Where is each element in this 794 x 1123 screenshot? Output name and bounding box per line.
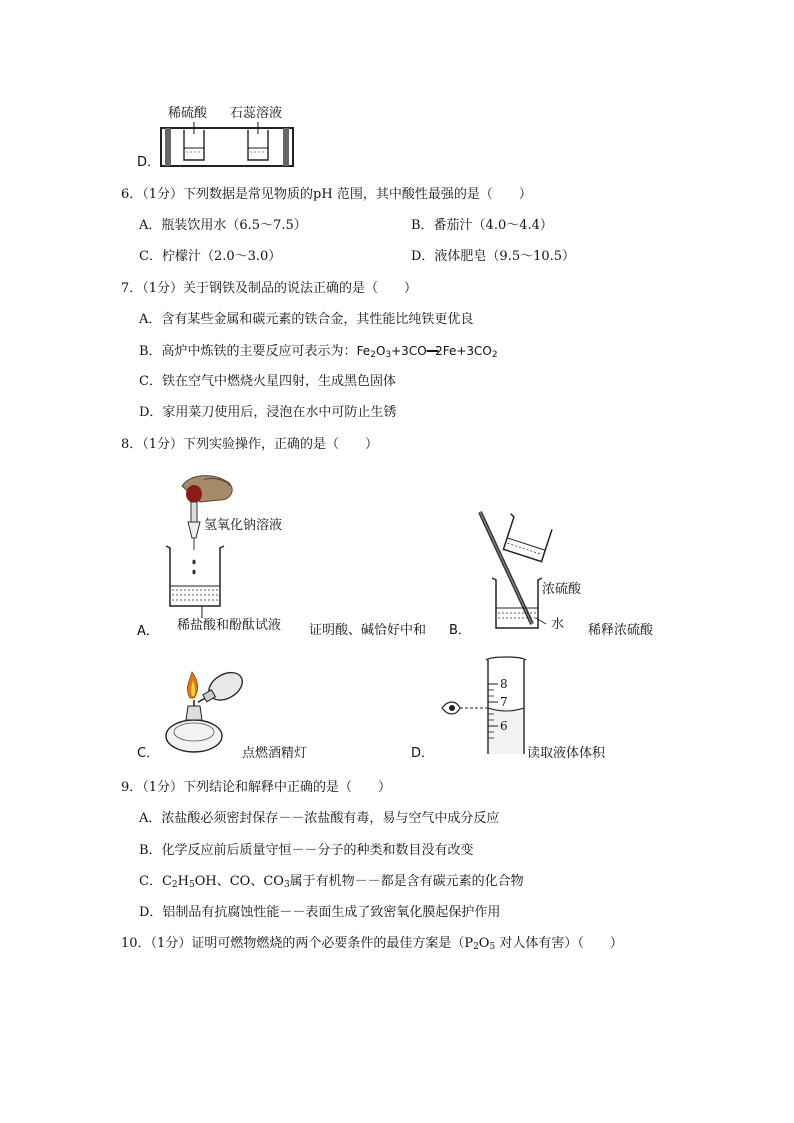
q6-option-b[interactable]: B．番茄汁（4.0～4.4） <box>411 218 553 233</box>
q9-c-sub2: 5 <box>188 880 195 890</box>
q7-b-prefix: B．高炉中炼铁的主要反应可表示为： <box>139 344 357 359</box>
q9-c-h: H <box>177 874 189 889</box>
q7-b-product: 2Fe+3CO <box>435 344 492 358</box>
q8-option-a-letter[interactable]: A． <box>137 624 159 639</box>
q9-option-b[interactable]: B．化学反应前后质量守恒－－分子的种类和数目没有改变 <box>139 843 474 858</box>
q8-d-caption: 读取液体体积 <box>527 746 606 761</box>
q10-stem-mid: O <box>478 936 490 951</box>
q9-stem: 9．（1分）下列结论和解释中正确的是（ ） <box>121 780 392 795</box>
q8-d-tick-6: 6 <box>500 719 508 733</box>
q10-sub2: 5 <box>489 942 496 952</box>
q7-option-c[interactable]: C．铁在空气中燃烧火星四射，生成黑色固体 <box>139 374 396 389</box>
q6-option-c[interactable]: C．柠檬汁（2.0～3.0） <box>139 249 282 264</box>
q8-a-dropper-beaker-figure <box>160 472 240 632</box>
q9-c-sub1: 2 <box>171 880 178 890</box>
q8-b-water-label: 水 <box>551 617 565 632</box>
q8-option-b-letter[interactable]: B． <box>449 623 471 638</box>
q8-d-cylinder-figure <box>440 656 530 756</box>
q9-c-oh: OH、CO、CO <box>194 874 284 889</box>
q7-option-d[interactable]: D．家用菜刀使用后，浸泡在水中可防止生锈 <box>139 405 397 420</box>
q10-sub1: 2 <box>473 942 479 952</box>
q8-a-caption: 证明酸、碱恰好中和 <box>309 623 427 638</box>
q8-a-beaker-label: 稀盐酸和酚酞试液 <box>177 618 282 633</box>
q7-option-a[interactable]: A．含有某些金属和碳元素的铁合金，其性能比纯铁更优良 <box>139 312 474 327</box>
q7-stem: 7．（1分）关于钢铁及制品的说法正确的是（ ） <box>121 281 418 296</box>
q7-b-o: O <box>375 344 386 358</box>
q7-b-sub2: 3 <box>385 350 392 360</box>
q8-d-tick-7: 7 <box>500 695 508 709</box>
q10-stem <box>121 935 623 953</box>
q8-option-c-letter[interactable]: C． <box>137 746 160 761</box>
q8-stem: 8．（1分）下列实验操作，正确的是（ ） <box>121 437 379 452</box>
q10-stem-suffix: 对人体有害）（ ） <box>495 936 623 951</box>
q7-option-b[interactable] <box>139 342 498 361</box>
q10-stem-prefix: 10．（1分）证明可燃物燃烧的两个必要条件的最佳方案是（P <box>121 936 474 951</box>
q8-d-tick-8: 8 <box>500 677 508 691</box>
q7-b-equals: ━━ <box>426 344 436 358</box>
q9-option-a[interactable]: A．浓盐酸必须密封保存－－浓盐酸有毒，易与空气中成分反应 <box>139 811 500 826</box>
q6-option-d[interactable]: D．液体肥皂（9.5～10.5） <box>411 249 576 264</box>
q5-spot-plate-figure <box>160 120 295 168</box>
q9-option-d[interactable]: D．铝制品有抗腐蚀性能－－表面生成了致密氧化膜起保护作用 <box>139 905 501 920</box>
q7-b-fe: Fe <box>356 344 371 358</box>
q9-c-c2: C．C <box>139 874 172 889</box>
q9-c-rest: 属于有机物－－都是含有碳元素的化合物 <box>289 874 524 889</box>
q7-b-sub1: 2 <box>370 350 376 360</box>
q5-acid-label: 稀硫酸 <box>168 106 208 121</box>
q6-stem: 6．（1分）下列数据是常见物质的pH 范围，其中酸性最强的是（ ） <box>121 187 532 202</box>
q8-c-alcohol-lamp-figure <box>160 670 250 760</box>
q5-litmus-label: 石蕊溶液 <box>230 106 283 121</box>
q8-option-d-letter[interactable]: D． <box>411 746 435 761</box>
q8-b-acid-label: 浓硫酸 <box>542 582 582 597</box>
q7-b-rest: +3CO <box>391 344 427 358</box>
q6-option-a[interactable]: A．瓶装饮用水（6.5～7.5） <box>139 218 307 233</box>
q9-option-c[interactable] <box>139 873 524 891</box>
q8-c-caption: 点燃酒精灯 <box>242 746 308 761</box>
q5-option-d-letter: D． <box>137 155 161 170</box>
q8-a-reagent-label: 氢氧化钠溶液 <box>204 518 283 533</box>
q9-c-sub3: 3 <box>283 880 290 890</box>
q8-b-caption: 稀释浓硫酸 <box>588 623 654 638</box>
q7-b-sub3: 2 <box>491 350 498 360</box>
